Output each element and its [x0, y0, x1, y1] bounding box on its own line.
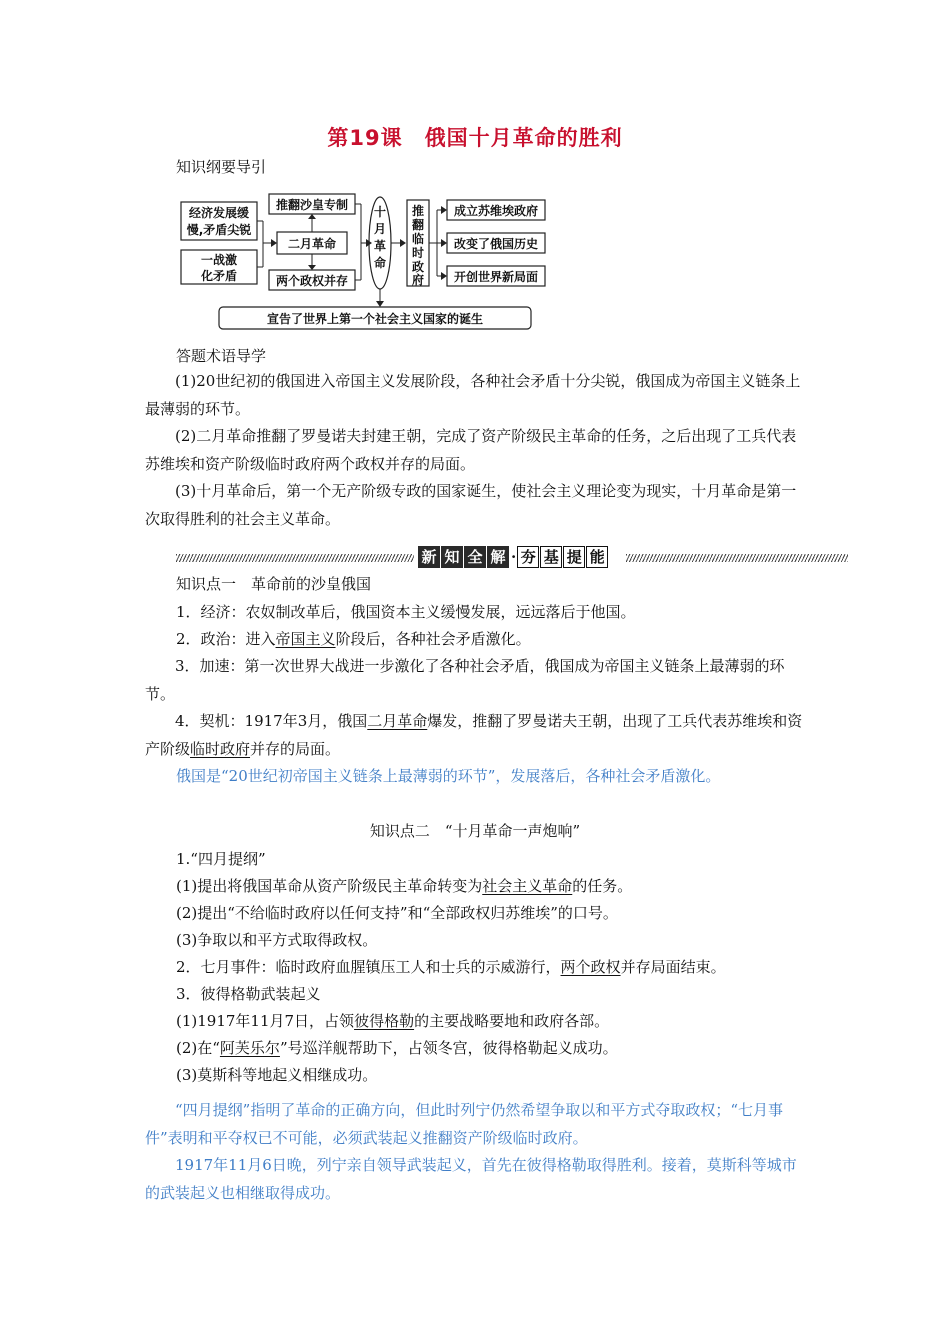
kp2-blank-petrograd: 彼得格勒	[354, 1012, 415, 1030]
kp2-s3a: (1)1917年11月7日，占领彼得格勒的主要战略要地和政府各部。	[176, 1012, 610, 1030]
kp2-note-2: 1917年11月6日晚，列宁亲自领导武装起义，首先在彼得格勒取得胜利。接着，莫斯科等城市的武装起义也相继取得成功。	[145, 1156, 797, 1202]
oval-char-2: 月	[373, 222, 387, 236]
box-dual-power-label: 两个政权并存	[275, 274, 349, 288]
banner-char: 全	[464, 546, 486, 568]
kp1-blank-provisional: 临时政府	[190, 739, 251, 758]
box-economy-line1: 经济发展缓	[188, 206, 250, 220]
banner-hatch-left	[176, 554, 414, 562]
kp2-s1a: (1)提出将俄国革命从资产阶级民主革命转变为社会主义革命的任务。	[176, 877, 633, 895]
kp1-note: 俄国是“20世纪初帝国主义链条上最薄弱的环节”，发展落后，各种社会矛盾激化。	[176, 767, 721, 785]
guide-heading: 知识纲要导引	[176, 158, 267, 176]
terms-heading: 答题术语导学	[176, 347, 267, 365]
banner-dot: ·	[511, 548, 517, 566]
banner-char: 提	[563, 546, 585, 568]
box-war-line1: 一战激	[200, 253, 238, 267]
box-war-line2: 化矛盾	[200, 269, 238, 283]
box-economy-line2: 慢,矛盾尖锐	[186, 223, 252, 237]
term-2: (2)二月革命推翻了罗曼诺夫封建王朝，完成了资产阶级民主革命的任务，之后出现了工兵代表苏维埃和资产阶级临时政府两个政权并存的局面。	[145, 427, 797, 473]
overthrow-char-2: 翻	[411, 218, 425, 232]
kp2-s3b: (2)在“阿芙乐尔”号巡洋舰帮助下，占领冬宫，彼得格勒起义成功。	[176, 1039, 618, 1057]
kp2-blank-socialist: 社会主义革命	[482, 877, 573, 895]
overthrow-char-6: 府	[411, 273, 425, 287]
banner-char: 知	[441, 546, 463, 568]
box-february-revolution-label: 二月革命	[287, 237, 337, 251]
overthrow-char-3: 临	[411, 232, 425, 246]
overthrow-char-4: 时	[411, 246, 425, 260]
banner-char: 夯	[517, 546, 539, 568]
kp1-item-4: 4．契机：1917年3月，俄国二月革命爆发，推翻了罗曼诺夫王朝，出现了工兵代表苏维埃和资产阶级临时政府并存的局面。	[145, 712, 803, 758]
term-3: (3)十月革命后，第一个无产阶级专政的国家诞生，使社会主义理论变为现实，十月革命是第一次取得胜利的社会主义革命。	[145, 482, 797, 528]
kp1-blank-february: 二月革命	[367, 712, 428, 730]
kp2-s1c: (3)争取以和平方式取得政权。	[176, 931, 378, 949]
kp2-note-1: “四月提纲”指明了革命的正确方向，但此时列宁仍然希望争取以和平方式夺取政权；“七月事件”表明和平夺权已不可能，必须武装起义推翻资产阶级临时政府。	[145, 1101, 784, 1147]
oval-char-1: 十	[373, 205, 387, 219]
kp1-item-3: 3．加速：第一次世界大战进一步激化了各种社会矛盾，俄国成为帝国主义链条上最薄弱的环节。	[145, 657, 785, 703]
box-soviet-government-label: 成立苏维埃政府	[453, 204, 539, 218]
term-1: (1)20世纪初的俄国进入帝国主义发展阶段，各种社会矛盾十分尖锐，俄国成为帝国主义链条上最薄弱的环节。	[145, 372, 801, 418]
kp2-s3: 3．彼得格勒武装起义	[176, 985, 321, 1003]
banner-char: 解	[487, 546, 509, 568]
box-new-world-label: 开创世界新局面	[453, 270, 539, 284]
box-overthrow-tsar-label: 推翻沙皇专制	[275, 198, 349, 212]
box-socialist-state-label: 宣告了世界上第一个社会主义国家的诞生	[266, 312, 484, 326]
knowledge-diagram	[175, 188, 555, 336]
kp2-s1b: (2)提出“不给临时政府以任何支持”和“全部政权归苏维埃”的口号。	[176, 904, 618, 922]
kp2-blank-aurora: 阿芙乐尔	[219, 1039, 280, 1057]
kp2-s3c: (3)莫斯科等地起义相继成功。	[176, 1066, 378, 1084]
banner-char: 新	[418, 546, 440, 568]
box-changed-history-label: 改变了俄国历史	[453, 237, 539, 251]
kp2-s2: 2．七月事件：临时政府血腥镇压工人和士兵的示威游行，两个政权并存局面结束。	[176, 958, 726, 976]
section-banner	[418, 546, 609, 568]
banner-char: 能	[586, 546, 608, 568]
kp1-item-2: 2．政治：进入帝国主义阶段后，各种社会矛盾激化。	[176, 630, 531, 648]
banner-char: 基	[540, 546, 562, 568]
banner-hatch-right	[626, 554, 848, 562]
oval-char-3: 革	[373, 239, 387, 253]
kp2-s1: 1.“四月提纲”	[176, 850, 266, 868]
kp2-blank-dual-power: 两个政权	[560, 958, 621, 976]
kp1-blank-imperialism: 帝国主义	[275, 630, 336, 648]
kp2-heading: 知识点二 “十月革命一声炮响”	[369, 822, 581, 840]
kp1-item-1: 1．经济：农奴制改革后，俄国资本主义缓慢发展，远远落后于他国。	[176, 603, 636, 621]
kp1-heading: 知识点一 革命前的沙皇俄国	[176, 575, 372, 593]
overthrow-char-1: 推	[411, 204, 425, 218]
overthrow-char-5: 政	[411, 260, 425, 274]
page-title: 第19课 俄国十月革命的胜利	[327, 126, 623, 150]
oval-char-4: 命	[373, 256, 387, 270]
